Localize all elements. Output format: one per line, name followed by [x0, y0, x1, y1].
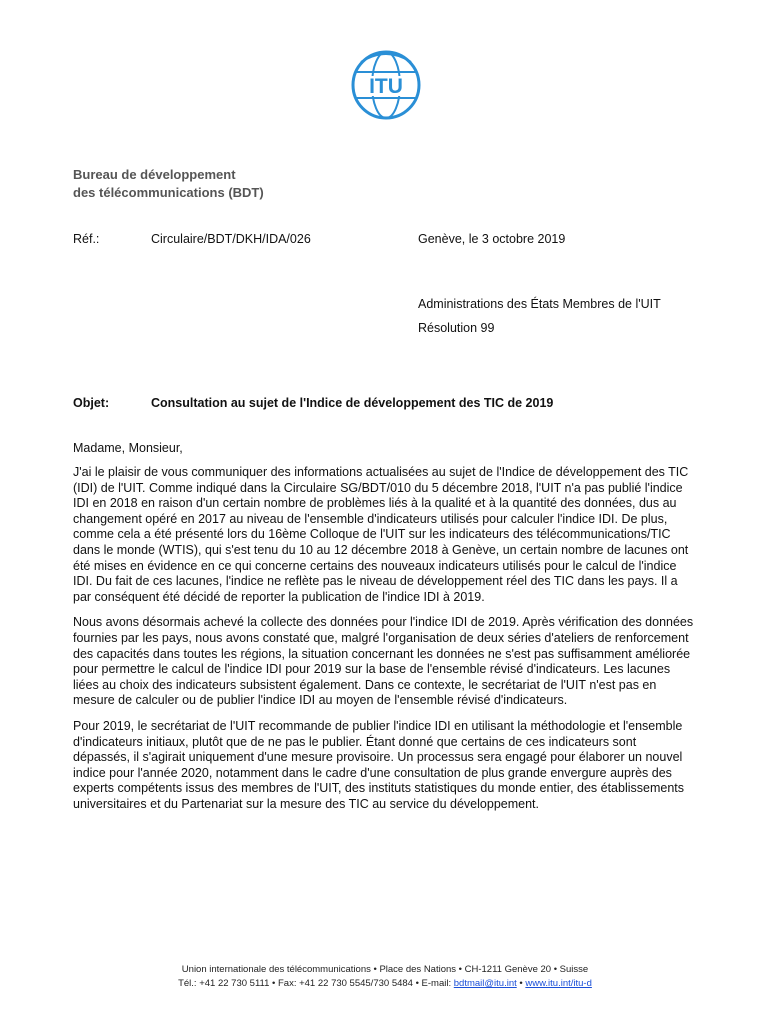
website-link[interactable]: www.itu.int/itu-d — [525, 978, 592, 989]
footer-address: Union internationale des télécommunications • Place des Nations • CH-1211 Genève 20 • Suisse — [181, 964, 589, 975]
footer-phone-fax: Tél.: +41 22 730 5111 • Fax: +41 22 730 5545/730 5484 • E-mail: — [178, 978, 454, 989]
salutation: Madame, Monsieur, — [73, 441, 183, 455]
letter-body — [73, 465, 695, 822]
ref-value: Circulaire/BDT/DKH/IDA/026 — [151, 232, 311, 246]
bureau-line-1: Bureau de développement — [73, 167, 236, 182]
itu-logo — [349, 48, 423, 122]
recipients-line-1: Administrations des États Membres de l'UIT — [418, 297, 661, 311]
footer-separator: • — [516, 978, 526, 989]
subject-text: Consultation au sujet de l'Indice de développement des TIC de 2019 — [151, 396, 554, 410]
letter-date: Genève, le 3 octobre 2019 — [418, 232, 566, 246]
paragraph-3: Pour 2019, le secrétariat de l'UIT recommande de publier l'indice IDI en utilisant la méthodologie et l'ensemble d'indicateurs initiaux, plutôt que de ne pas le publier. Étant donné que certains de ces indicateurs sont dépassés, il s'agirait uniquement d'une mesure provisoire. Un processus sera engagé pour élaborer un nouvel indice pour l'année 2020, notamment dans le cadre d'une consultation de plus grande envergure auprès des experts compétents issus des membres de l'UIT, des instituts statistiques du monde entier, des établissements universitaires et du Partenariat sur la mesure des TIC au service du développement. — [73, 718, 685, 811]
subject-label: Objet: — [73, 396, 110, 410]
footer — [0, 963, 770, 991]
logo-text: ITU — [369, 75, 403, 98]
email-link[interactable]: bdtmail@itu.int — [453, 978, 517, 989]
bureau-line-2: des télécommunications (BDT) — [73, 185, 264, 200]
paragraph-2: Nous avons désormais achevé la collecte des données pour l'indice IDI de 2019. Après vérification des données fournies par les pays, nous avons constaté que, malgré l'organisation de deux séries d'ateliers de renforcement des capacités dans toutes les régions, la situation concernant les données ne s'est pas suffisamment améliorée pour permettre le calcul de l'indice IDI pour 2019 sur la base de l'ensemble révisé d'indicateurs. Les lacunes liées au choix des indicateurs subsistent également. Dans ce contexte, le secrétariat de l'UIT n'est pas en mesure de calculer ou de publier l'indice IDI au moyen de l'ensemble révisé d'indicateurs. — [73, 615, 694, 708]
sender-bureau — [73, 166, 264, 202]
paragraph-1: J'ai le plaisir de vous communiquer des informations actualisées au sujet de l'Indice de développement des TIC (IDI) de l'UIT. Comme indiqué dans la Circulaire SG/BDT/010 du 5 décembre 2018, l'UIT n'a pas publié l'indice IDI en 2018 en raison d'un certain nombre de problèmes liés à la qualité et à la quantité des données, dus au changement opéré en 2017 au niveau de l'ensemble d'indicateurs utilisés pour calculer l'indice IDI. De plus, comme cela a été présenté lors du 16ème Colloque de l'UIT sur les indicateurs des télécommunications/TIC dans le monde (WTIS), qui s'est tenu du 10 au 12 décembre 2018 à Genève, un certain nombre de lacunes ont été mises en évidence en ce qui concerne certains des nouveaux indicateurs utilisés pour le calcul de l'indice IDI. Du fait de ces lacunes, l'indice ne reflète pas le niveau de développement réel des TIC dans les pays. Il a par conséquent été décidé de reporter la publication de l'indice IDI à 2019. — [73, 465, 689, 604]
ref-label: Réf.: — [73, 232, 100, 246]
footer-contact — [0, 977, 770, 991]
recipients-line-2: Résolution 99 — [418, 321, 495, 335]
